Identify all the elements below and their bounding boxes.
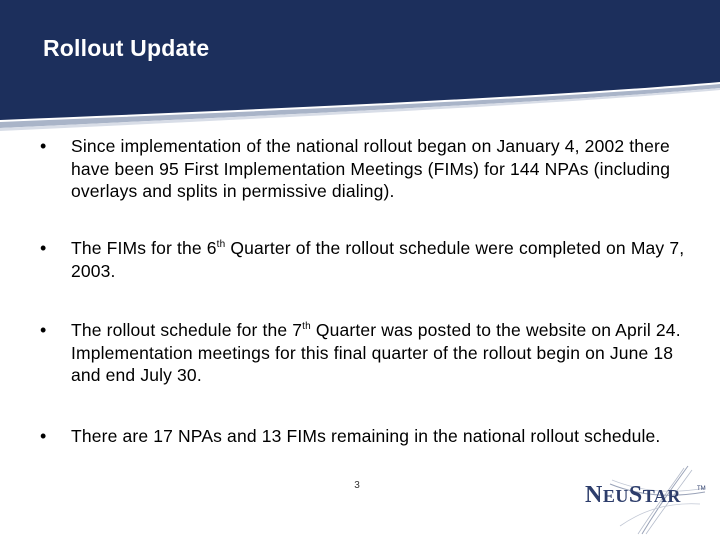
bullet-text-part: Quarter was posted to the website on April 24. Implementation meetings for this final quarter of the rollout begin on June 18 and end July 30. xyxy=(71,320,681,385)
neustar-logo xyxy=(580,464,710,536)
logo-letter: A xyxy=(653,486,668,506)
page-number: 3 xyxy=(354,480,360,491)
header-band xyxy=(0,0,720,135)
bullet-text xyxy=(71,135,696,203)
ordinal-suffix: th xyxy=(216,239,226,251)
bullet-symbol: • xyxy=(40,426,47,446)
bullet-symbol: • xyxy=(40,238,47,258)
logo-letter: N xyxy=(585,482,603,508)
bullet-text xyxy=(71,425,696,448)
bullet-text-part: The rollout schedule for the 7 xyxy=(71,320,303,340)
bullet-text-part: Since implementation of the national rollout began on January 4, 2002 there have been 95 First Implementation Meetings (FIMs) for 144 NPAs (including overlays and splits in permissive dialing). xyxy=(71,136,671,201)
logo-letter: U xyxy=(615,486,629,506)
ordinal-suffix: th xyxy=(302,321,311,333)
logo-trademark: TM xyxy=(697,486,706,492)
bullet-text xyxy=(71,319,696,387)
logo-wordmark xyxy=(585,482,681,509)
slide-title: Rollout Update xyxy=(43,35,210,61)
bullet-text-part: Quarter of the rollout schedule were completed on May 7, 2003. xyxy=(71,238,685,281)
logo-letter: T xyxy=(642,486,654,506)
bullet-symbol: • xyxy=(40,136,47,156)
bullet-text xyxy=(71,237,696,282)
logo-letter: E xyxy=(602,486,616,506)
logo-letter: S xyxy=(628,482,643,508)
logo-letter: R xyxy=(667,486,681,506)
bullet-symbol: • xyxy=(40,320,47,340)
bullet-text-part: The FIMs for the 6 xyxy=(71,238,217,258)
bullet-text-part: There are 17 NPAs and 13 FIMs remaining in the national rollout schedule. xyxy=(71,426,661,446)
